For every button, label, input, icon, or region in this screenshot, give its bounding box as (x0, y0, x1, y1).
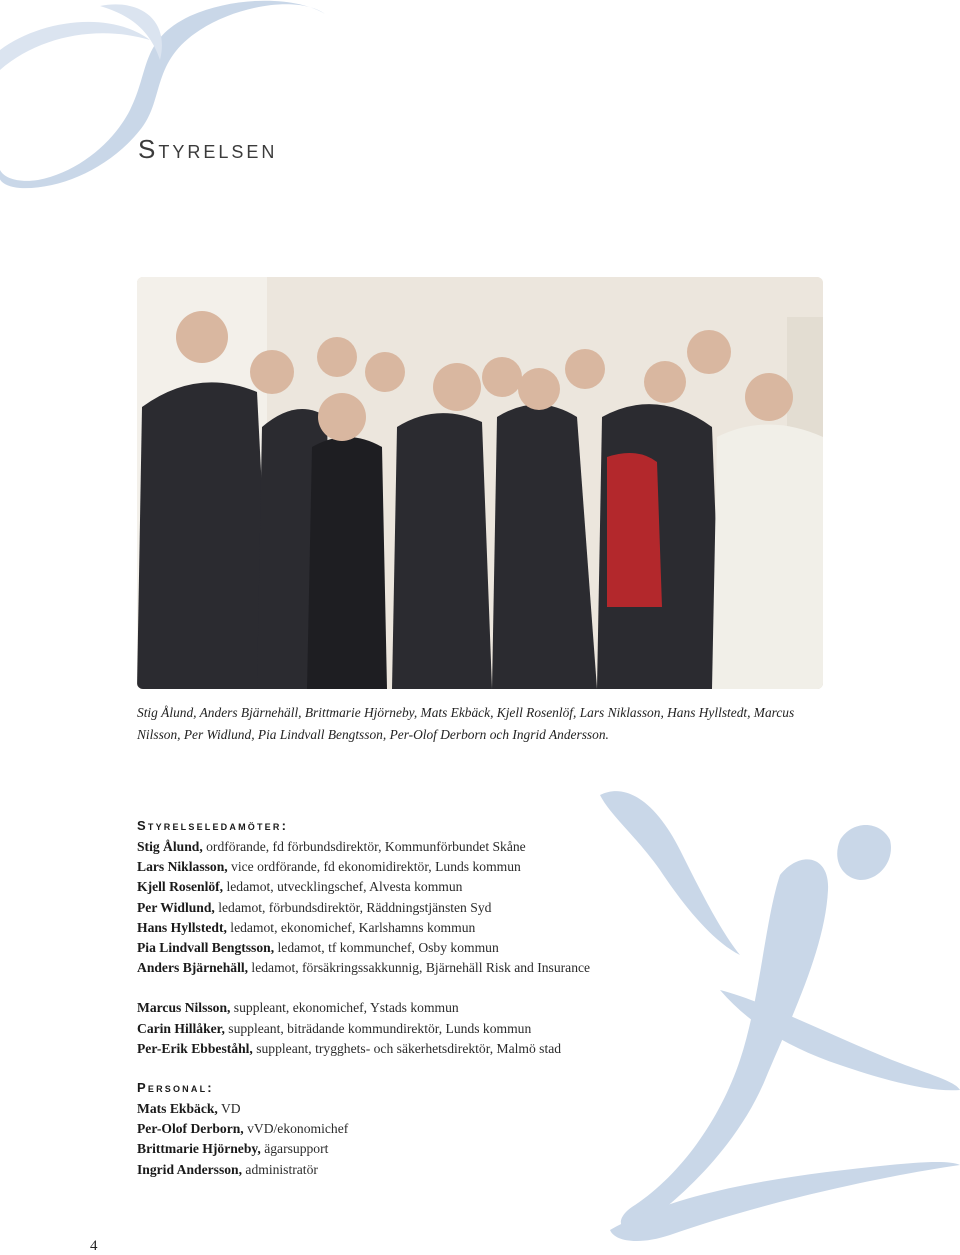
decorative-figure-logo (590, 780, 960, 1250)
deputy-row: Marcus Nilsson, suppleant, ekonomichef, Ystads kommun (137, 1000, 459, 1016)
board-heading: Styrelseledamöter: (137, 818, 289, 833)
photo-caption: Stig Ålund, Anders Bjärnehäll, Brittmarie Hjörneby, Mats Ekbäck, Kjell Rosenlöf, Lars Niklasson, Hans Hyllstedt, Marcus Nilsson, Per Widlund, Pia Lindvall Bengtsson, Per-Olof Derborn och Ingrid Andersson. (137, 705, 795, 742)
staff-row: Ingrid Andersson, administratör (137, 1161, 318, 1177)
member-row: Lars Niklasson, vice ordförande, fd ekonomidirektör, Lunds kommun (137, 859, 521, 875)
decorative-s-logo (0, 0, 360, 230)
group-photo (137, 277, 823, 689)
member-row: Anders Bjärnehäll, ledamot, försäkringssakkunnig, Bjärnehäll Risk and Insurance (137, 960, 591, 976)
page-number: 4 (90, 1238, 98, 1254)
member-row: Per Widlund, ledamot, förbundsdirektör, Räddningstjänsten Syd (137, 899, 492, 915)
member-row: Kjell Rosenlöf, ledamot, utvecklingschef, Alvesta kommun (137, 879, 463, 895)
staff-heading: Personal: (137, 1080, 214, 1095)
staff-row: Mats Ekbäck, VD (137, 1101, 241, 1116)
staff-row: Per-Olof Derborn, vVD/ekonomichef (137, 1121, 349, 1137)
page-title: Styrelsen (138, 134, 278, 164)
deputy-row: Per-Erik Ebbeståhl, suppleant, trygghets- och säkerhetsdirektör, Malmö stad (137, 1040, 562, 1056)
member-row: Hans Hyllstedt, ledamot, ekonomichef, Karlshamns kommun (137, 919, 476, 935)
member-row: Stig Ålund, ordförande, fd förbundsdirektör, Kommunförbundet Skåne (137, 839, 526, 854)
member-row: Pia Lindvall Bengtsson, ledamot, tf kommunchef, Osby kommun (137, 940, 499, 956)
deputy-row: Carin Hillåker, suppleant, biträdande kommundirektör, Lunds kommun (137, 1020, 532, 1036)
staff-row: Brittmarie Hjörneby, ägarsupport (137, 1141, 329, 1157)
